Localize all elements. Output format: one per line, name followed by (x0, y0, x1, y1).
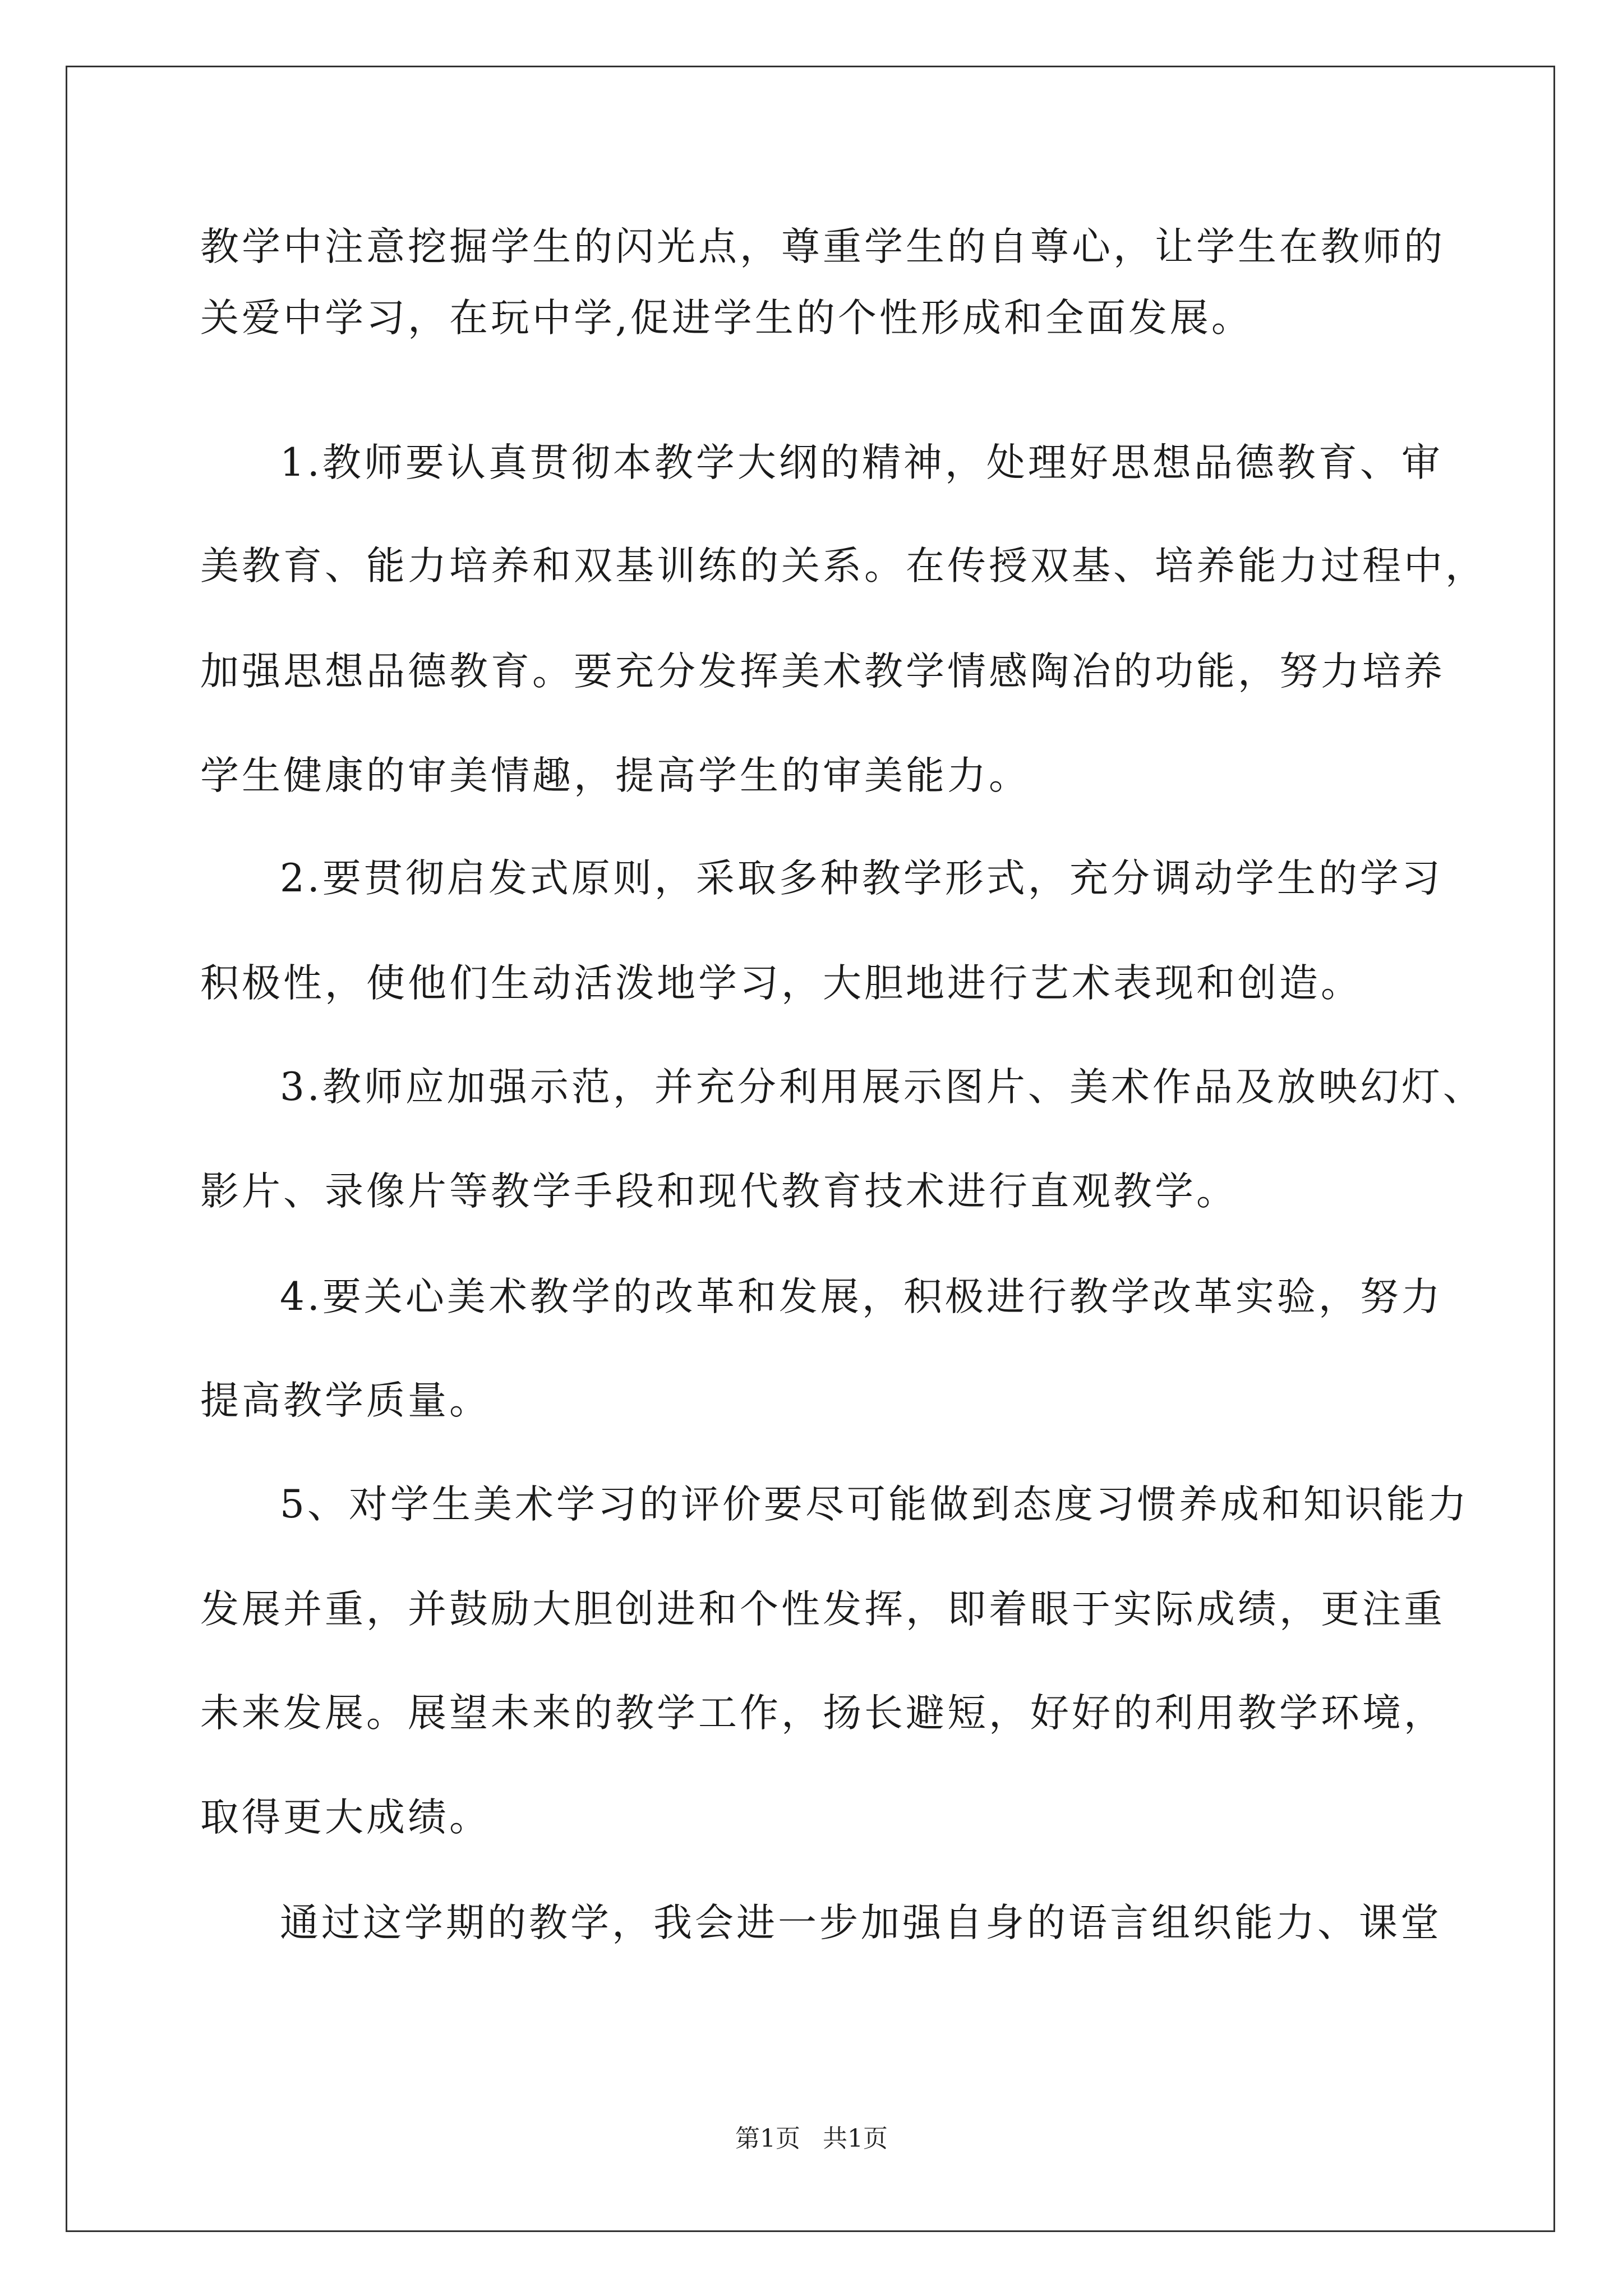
text-line: 影片、录像片等教学手段和现代教育技术进行直观教学。 (200, 1169, 1238, 1214)
text-line: 2.要贯彻启发式原则，采取多种教学形式，充分调动学生的学习 (280, 856, 1443, 901)
text-line: 4.要关心美术教学的改革和发展，积极进行教学改革实验，努力 (280, 1274, 1443, 1319)
text-line: 发展并重，并鼓励大胆创进和个性发挥，即着眼于实际成绩，更注重 (200, 1587, 1445, 1632)
text-line: 教学中注意挖掘学生的闪光点，尊重学生的自尊心，让学生在教师的 (200, 224, 1445, 269)
text-line: 积极性，使他们生动活泼地学习，大胆地进行艺术表现和创造。 (200, 961, 1362, 1006)
text-line: 关爱中学习，在玩中学,促进学生的个性形成和全面发展。 (200, 296, 1253, 341)
text-line: 加强思想品德教育。要充分发挥美术教学情感陶冶的功能，努力培养 (200, 649, 1445, 694)
text-line: 通过这学期的教学，我会进一步加强自身的语言组织能力、课堂 (280, 1901, 1442, 1945)
page-total: 共1页 (823, 2124, 888, 2153)
text-line: 1.教师要认真贯彻本教学大纲的精神，处理好思想品德教育、审 (280, 440, 1443, 485)
text-line: 提高教学质量。 (200, 1378, 491, 1423)
text-line: 未来发展。展望未来的教学工作，扬长避短，好好的利用教学环境， (200, 1691, 1445, 1736)
text-line: 学生健康的审美情趣，提高学生的审美能力。 (200, 753, 1030, 798)
text-line: 取得更大成绩。 (200, 1795, 491, 1840)
text-line: 美教育、能力培养和双基训练的关系。在传授双基、培养能力过程中， (200, 544, 1487, 588)
page-footer (0, 2125, 1623, 2153)
page-number: 第1页 (735, 2124, 800, 2153)
text-line: 5、对学生美术学习的评价要尽可能做到态度习惯养成和知识能力 (280, 1482, 1469, 1527)
text-line: 3.教师应加强示范，并充分利用展示图片、美术作品及放映幻灯、 (280, 1065, 1484, 1110)
